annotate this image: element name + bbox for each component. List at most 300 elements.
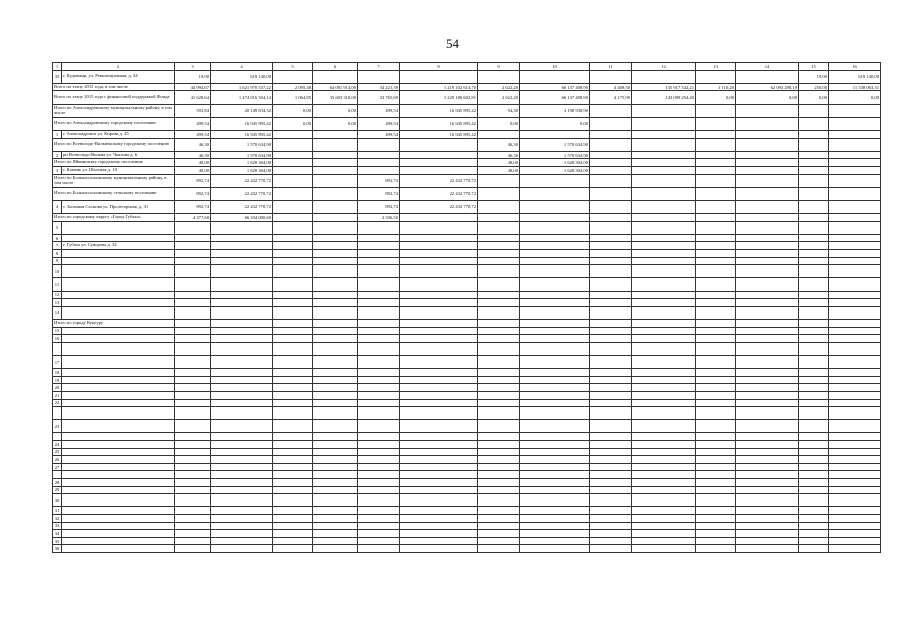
table-row <box>53 104 881 117</box>
row-index-cell: 30 <box>53 494 62 507</box>
address-cell <box>62 369 175 377</box>
value-cell: 22 432 770,72 <box>400 200 478 213</box>
value-cell <box>358 407 400 420</box>
value-cell: 0,00 <box>736 91 799 104</box>
value-cell <box>400 391 478 399</box>
value-cell <box>211 319 273 327</box>
value-cell <box>736 104 799 117</box>
value-cell <box>273 391 313 399</box>
address-cell <box>62 479 175 487</box>
row-index-cell <box>53 342 62 355</box>
value-cell <box>632 407 696 420</box>
value-cell <box>520 327 590 335</box>
value-cell <box>273 456 313 464</box>
address-cell: г. Александровск ул. Кирова д. 45 <box>62 130 175 138</box>
value-cell <box>211 291 273 299</box>
value-cell <box>736 391 799 399</box>
value-cell <box>590 369 632 377</box>
value-cell <box>520 299 590 307</box>
value-cell <box>358 166 400 174</box>
value-cell <box>478 319 520 327</box>
value-cell <box>736 306 799 319</box>
value-cell <box>400 214 478 222</box>
value-cell <box>273 342 313 355</box>
row-index-cell: 9 <box>53 257 62 265</box>
value-cell <box>175 234 211 242</box>
value-cell <box>358 291 400 299</box>
value-cell <box>273 515 313 523</box>
address-cell <box>62 420 175 433</box>
column-number-cell: 7 <box>358 63 400 71</box>
row-index-cell: 35 <box>53 70 62 83</box>
value-cell <box>632 278 696 291</box>
value-cell <box>829 456 881 464</box>
address-cell <box>62 355 175 368</box>
value-cell <box>273 479 313 487</box>
table-row <box>53 130 881 138</box>
value-cell <box>358 278 400 291</box>
value-cell: 0,00 <box>520 117 590 130</box>
address-cell <box>62 221 175 234</box>
value-cell <box>211 515 273 523</box>
value-cell <box>590 319 632 327</box>
value-cell <box>829 463 881 471</box>
value-cell <box>273 486 313 494</box>
value-cell <box>799 335 829 343</box>
value-cell <box>313 187 358 200</box>
table-row <box>53 278 881 291</box>
value-cell: 1 570 634,90 <box>520 151 590 159</box>
value-cell <box>590 545 632 553</box>
value-cell <box>520 335 590 343</box>
value-cell <box>478 391 520 399</box>
table-row <box>53 70 881 83</box>
row-index-cell: 12 <box>53 291 62 299</box>
value-cell <box>478 214 520 222</box>
value-cell <box>736 407 799 420</box>
value-cell <box>478 369 520 377</box>
value-cell <box>632 522 696 530</box>
value-cell <box>478 456 520 464</box>
value-cell <box>520 187 590 200</box>
value-cell <box>211 299 273 307</box>
page-number: 54 <box>446 36 459 51</box>
value-cell <box>358 299 400 307</box>
value-cell <box>175 441 211 449</box>
value-cell <box>632 138 696 151</box>
value-cell <box>313 471 358 479</box>
value-cell <box>211 407 273 420</box>
value-cell <box>478 522 520 530</box>
value-cell <box>632 265 696 278</box>
row-index-cell: 27 <box>53 463 62 471</box>
value-cell <box>696 299 736 307</box>
value-cell <box>736 507 799 515</box>
value-cell <box>829 486 881 494</box>
value-cell <box>400 151 478 159</box>
value-cell <box>313 138 358 151</box>
value-cell <box>696 376 736 384</box>
value-cell <box>211 335 273 343</box>
value-cell <box>829 200 881 213</box>
value-cell <box>478 479 520 487</box>
value-cell <box>632 433 696 441</box>
value-cell <box>590 456 632 464</box>
value-cell <box>211 456 273 464</box>
value-cell <box>696 242 736 250</box>
value-cell <box>632 537 696 545</box>
value-cell <box>400 291 478 299</box>
value-cell <box>358 463 400 471</box>
value-cell <box>829 234 881 242</box>
value-cell: 22 432 770,72 <box>211 187 273 200</box>
column-number-cell: 2 <box>62 63 175 71</box>
column-number-cell: 9 <box>478 63 520 71</box>
row-index-cell <box>53 433 62 441</box>
value-cell: 0,00 <box>273 117 313 130</box>
value-cell <box>736 214 799 222</box>
row-index-cell: 18 <box>53 369 62 377</box>
value-cell <box>590 515 632 523</box>
value-cell: 499,54 <box>358 104 400 117</box>
column-number-cell: 5 <box>273 63 313 71</box>
value-cell <box>520 70 590 83</box>
value-cell <box>175 420 211 433</box>
value-cell <box>590 70 632 83</box>
column-number-cell: 15 <box>799 63 829 71</box>
value-cell <box>520 420 590 433</box>
value-cell <box>358 399 400 407</box>
table-row <box>53 174 881 187</box>
value-cell <box>175 384 211 392</box>
value-cell <box>175 242 211 250</box>
row-index-cell: 14 <box>53 306 62 319</box>
value-cell <box>736 335 799 343</box>
value-cell <box>736 471 799 479</box>
value-cell <box>273 234 313 242</box>
value-cell <box>400 433 478 441</box>
value-cell <box>175 471 211 479</box>
table-row <box>53 433 881 441</box>
value-cell <box>358 265 400 278</box>
value-cell <box>211 441 273 449</box>
row-index-cell: 8 <box>53 250 62 258</box>
value-cell <box>736 545 799 553</box>
value-cell <box>358 257 400 265</box>
value-cell <box>273 221 313 234</box>
value-cell: 499,54 <box>175 130 211 138</box>
value-cell <box>358 221 400 234</box>
value-cell <box>211 391 273 399</box>
value-cell <box>799 494 829 507</box>
value-cell <box>736 456 799 464</box>
address-cell <box>62 250 175 258</box>
value-cell <box>590 399 632 407</box>
value-cell <box>799 159 829 167</box>
value-cell <box>400 545 478 553</box>
value-cell <box>632 463 696 471</box>
value-cell: 33 765,69 <box>358 91 400 104</box>
subtotal-label-cell: Всего по этапу 2015 года с финансовой поддержкой Фонда <box>53 91 175 104</box>
value-cell <box>590 522 632 530</box>
value-cell <box>520 399 590 407</box>
value-cell <box>632 384 696 392</box>
value-cell <box>829 537 881 545</box>
value-cell <box>829 117 881 130</box>
value-cell <box>736 479 799 487</box>
table-row <box>53 166 881 174</box>
value-cell <box>696 138 736 151</box>
value-cell <box>313 174 358 187</box>
value-cell <box>696 117 736 130</box>
value-cell <box>590 159 632 167</box>
value-cell <box>520 278 590 291</box>
value-cell <box>211 265 273 278</box>
value-cell <box>273 420 313 433</box>
value-cell <box>478 515 520 523</box>
value-cell <box>175 335 211 343</box>
table-row <box>53 319 881 327</box>
address-cell <box>62 433 175 441</box>
value-cell <box>211 537 273 545</box>
value-cell <box>799 278 829 291</box>
value-cell: 0,00 <box>273 104 313 117</box>
value-cell <box>358 70 400 83</box>
value-cell: 0,00 <box>829 91 881 104</box>
value-cell <box>632 399 696 407</box>
value-cell <box>211 507 273 515</box>
value-cell <box>736 151 799 159</box>
value-cell <box>696 494 736 507</box>
value-cell <box>400 327 478 335</box>
value-cell <box>829 522 881 530</box>
value-cell <box>632 159 696 167</box>
value-cell <box>829 376 881 384</box>
value-cell <box>590 104 632 117</box>
table-row <box>53 159 881 167</box>
value-cell <box>175 479 211 487</box>
value-cell: 1 474 016 504,14 <box>211 91 273 104</box>
value-cell <box>478 200 520 213</box>
value-cell <box>799 471 829 479</box>
value-cell: 892,74 <box>358 187 400 200</box>
value-cell <box>520 463 590 471</box>
table-row <box>53 515 881 523</box>
value-cell <box>829 530 881 538</box>
value-cell <box>696 265 736 278</box>
value-cell <box>400 242 478 250</box>
value-cell <box>273 166 313 174</box>
value-cell <box>736 250 799 258</box>
table-row <box>53 494 881 507</box>
value-cell <box>358 319 400 327</box>
value-cell <box>590 187 632 200</box>
value-cell <box>211 234 273 242</box>
value-cell <box>478 441 520 449</box>
column-number-cell: 10 <box>520 63 590 71</box>
value-cell <box>696 355 736 368</box>
value-cell <box>273 376 313 384</box>
value-cell <box>590 117 632 130</box>
subtotal-label-cell: Итого по Всеволодо-Вильвенскому городскому поселению <box>53 138 175 151</box>
value-cell <box>736 384 799 392</box>
value-cell: 20 149 834,32 <box>211 104 273 117</box>
value-cell <box>799 522 829 530</box>
value-cell <box>799 166 829 174</box>
value-cell <box>799 265 829 278</box>
value-cell <box>211 376 273 384</box>
value-cell <box>358 507 400 515</box>
value-cell <box>590 335 632 343</box>
address-cell <box>62 494 175 507</box>
value-cell <box>632 420 696 433</box>
value-cell <box>829 159 881 167</box>
value-cell <box>520 257 590 265</box>
value-cell <box>829 130 881 138</box>
row-index-cell: 36 <box>53 545 62 553</box>
value-cell <box>632 242 696 250</box>
value-cell <box>632 335 696 343</box>
value-cell: 1 628 304,00 <box>520 159 590 167</box>
value-cell <box>696 278 736 291</box>
table-row <box>53 291 881 299</box>
value-cell <box>273 463 313 471</box>
value-cell <box>590 291 632 299</box>
table-row <box>53 391 881 399</box>
value-cell <box>696 221 736 234</box>
value-cell <box>696 291 736 299</box>
value-cell <box>358 537 400 545</box>
table-row <box>53 471 881 479</box>
value-cell <box>175 355 211 368</box>
value-cell <box>478 257 520 265</box>
value-cell <box>273 537 313 545</box>
value-cell <box>829 166 881 174</box>
value-cell <box>400 234 478 242</box>
value-cell <box>829 265 881 278</box>
value-cell <box>313 522 358 530</box>
value-cell <box>590 355 632 368</box>
value-cell <box>211 522 273 530</box>
value-cell: 143 089 254,40 <box>632 91 696 104</box>
table-row <box>53 407 881 420</box>
value-cell <box>358 159 400 167</box>
value-cell <box>520 250 590 258</box>
value-cell <box>520 369 590 377</box>
value-cell <box>400 306 478 319</box>
value-cell <box>736 420 799 433</box>
value-cell: 0,00 <box>799 91 829 104</box>
value-cell <box>273 494 313 507</box>
value-cell <box>590 242 632 250</box>
value-cell <box>632 187 696 200</box>
value-cell <box>736 166 799 174</box>
value-cell: 1 570 634,90 <box>211 138 273 151</box>
value-cell <box>736 291 799 299</box>
value-cell <box>799 537 829 545</box>
column-number-cell: 11 <box>590 63 632 71</box>
value-cell <box>829 479 881 487</box>
value-cell <box>313 376 358 384</box>
value-cell <box>799 214 829 222</box>
value-cell <box>358 433 400 441</box>
value-cell <box>358 391 400 399</box>
value-cell <box>736 234 799 242</box>
value-cell <box>590 486 632 494</box>
row-index-cell: 23 <box>53 420 62 433</box>
value-cell <box>829 507 881 515</box>
value-cell <box>175 257 211 265</box>
value-cell <box>696 479 736 487</box>
value-cell <box>829 104 881 117</box>
value-cell <box>590 174 632 187</box>
address-cell <box>62 327 175 335</box>
value-cell <box>590 441 632 449</box>
value-cell <box>520 384 590 392</box>
value-cell <box>632 166 696 174</box>
value-cell <box>358 242 400 250</box>
row-index-cell: 13 <box>53 299 62 307</box>
value-cell <box>211 448 273 456</box>
value-cell <box>273 530 313 538</box>
value-cell <box>799 138 829 151</box>
value-cell <box>632 376 696 384</box>
value-cell <box>799 399 829 407</box>
value-cell <box>736 494 799 507</box>
value-cell <box>313 221 358 234</box>
value-cell <box>590 376 632 384</box>
value-cell: 499,54 <box>358 117 400 130</box>
housing-program-table <box>52 62 881 553</box>
value-cell: 0,00 <box>478 117 520 130</box>
column-number-cell: 16 <box>829 63 881 71</box>
value-cell <box>696 200 736 213</box>
value-cell <box>313 335 358 343</box>
value-cell <box>478 335 520 343</box>
value-cell: 2 622,20 <box>478 91 520 104</box>
row-index-cell: 22 <box>53 399 62 407</box>
value-cell <box>478 265 520 278</box>
value-cell <box>400 515 478 523</box>
value-cell <box>400 376 478 384</box>
row-index-cell: 5 <box>53 221 62 234</box>
value-cell <box>590 463 632 471</box>
value-cell <box>358 376 400 384</box>
value-cell <box>273 306 313 319</box>
value-cell: 35 603 318,00 <box>313 91 358 104</box>
value-cell <box>590 384 632 392</box>
value-cell <box>358 441 400 449</box>
value-cell <box>799 327 829 335</box>
value-cell <box>799 355 829 368</box>
value-cell <box>590 342 632 355</box>
value-cell: 66 137 408,90 <box>520 83 590 91</box>
value-cell <box>211 545 273 553</box>
value-cell <box>736 130 799 138</box>
table-row <box>53 448 881 456</box>
table-row <box>53 306 881 319</box>
address-cell <box>62 471 175 479</box>
subtotal-label-cell: Итого по Александровскому городскому поселению <box>53 117 175 130</box>
value-cell <box>211 242 273 250</box>
value-cell: 892,74 <box>175 187 211 200</box>
value-cell <box>358 306 400 319</box>
value-cell <box>358 479 400 487</box>
value-cell <box>590 494 632 507</box>
table-row <box>53 355 881 368</box>
value-cell: 1 628 304,00 <box>211 159 273 167</box>
value-cell <box>736 200 799 213</box>
